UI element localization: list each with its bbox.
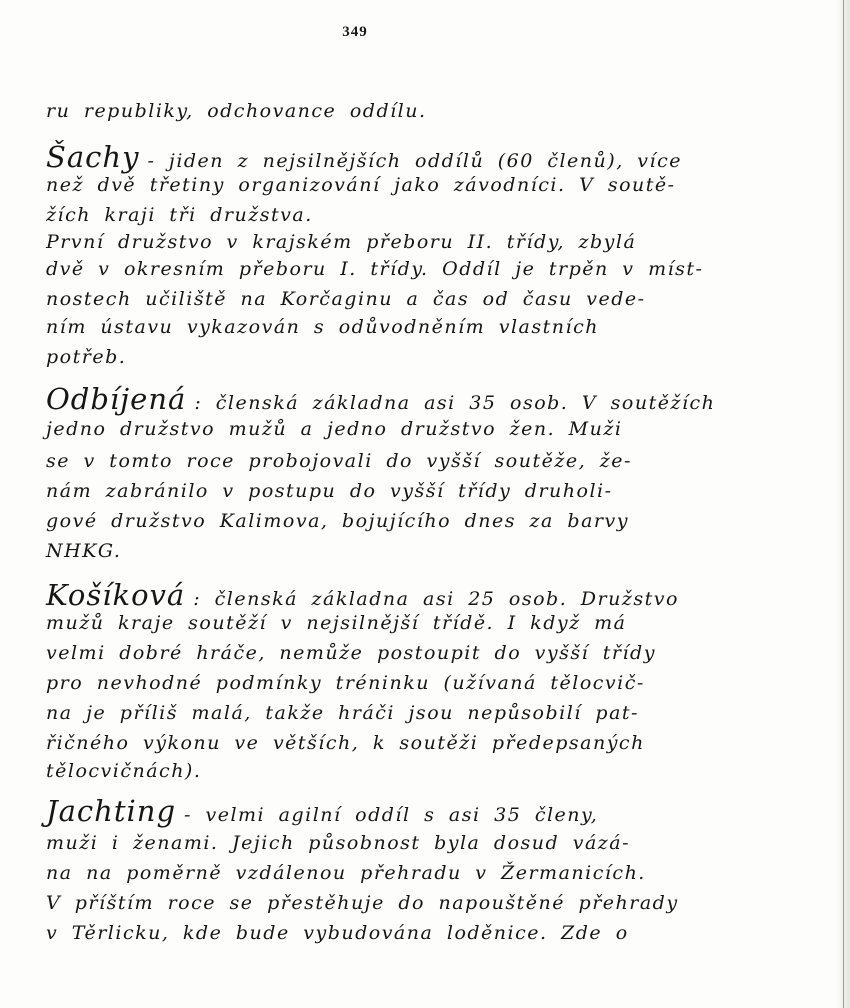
text-line: řičného výkonu ve větších, k soutěži předepsaných xyxy=(46,732,645,754)
text-line: jedno družstvo mužů a jedno družstvo žen. Muži xyxy=(46,418,623,440)
text-line: V příštím roce se přestěhuje do napouštěné přehrady xyxy=(46,892,679,914)
text-line: velmi dobré hráče, nemůže postoupit do vyšší třídy xyxy=(46,642,656,664)
section-heading-odbijena: Odbíjená xyxy=(46,382,187,416)
text-line: ním ústavu vykazován s odůvodněním vlastních xyxy=(46,316,599,338)
text-line: mužů kraje soutěží v nejsilnější třídě. I když má xyxy=(46,612,627,634)
text-line: na na poměrně vzdálenou přehradu v Žermanicích. xyxy=(46,862,646,884)
text-line: muži i ženami. Jejich působnost byla dosud vázá- xyxy=(46,832,631,854)
text-line: Odbíjená : členská základna asi 35 osob. V soutěžích xyxy=(46,382,716,416)
text-line: se v tomto roce probojovali do vyšší soutěže, že- xyxy=(46,450,632,472)
section-heading-kosikova: Košíková xyxy=(46,578,186,612)
text-line: První družstvo v krajském přeboru II. třídy, zbylá xyxy=(46,231,637,253)
text-line: nostech učiliště na Korčaginu a čas od času vede- xyxy=(46,288,646,310)
section-heading-jachting: Jachting xyxy=(46,794,177,828)
text-line: pro nevhodné podmínky tréninku (užívaná tělocvič- xyxy=(46,672,645,694)
text-line: než dvě třetiny organizování jako závodníci. V soutě- xyxy=(46,174,676,196)
text-line: gové družstvo Kalimova, bojujícího dnes za barvy xyxy=(46,510,629,532)
page-number: 349 xyxy=(342,24,368,40)
text-line: Šachy - jiden z nejsilnějších oddílů (60 členů), více xyxy=(46,140,682,174)
text-line: Košíková : členská základna asi 25 osob. Družstvo xyxy=(46,578,679,612)
text-line: ru republiky, odchovance oddílu. xyxy=(46,100,427,122)
text-line: potřeb. xyxy=(46,346,127,368)
text-line: v Těrlicku, kde bude vybudována loděnice. Zde o xyxy=(46,922,629,944)
text-line: NHKG. xyxy=(46,540,122,562)
text-line: dvě v okresním přeboru I. třídy. Oddíl je trpěn v míst- xyxy=(46,258,704,280)
text-line: nám zabránilo v postupu do vyšší třídy druholi- xyxy=(46,480,613,502)
text-line: na je příliš malá, takže hráči jsou nepůsobilí pat- xyxy=(46,702,639,724)
text-line: žích kraji tři družstva. xyxy=(46,204,313,226)
section-heading-sachy: Šachy xyxy=(46,140,140,174)
text-line: tělocvičnách). xyxy=(46,760,202,782)
text-line: Jachting - velmi agilní oddíl s asi 35 členy, xyxy=(46,794,599,828)
